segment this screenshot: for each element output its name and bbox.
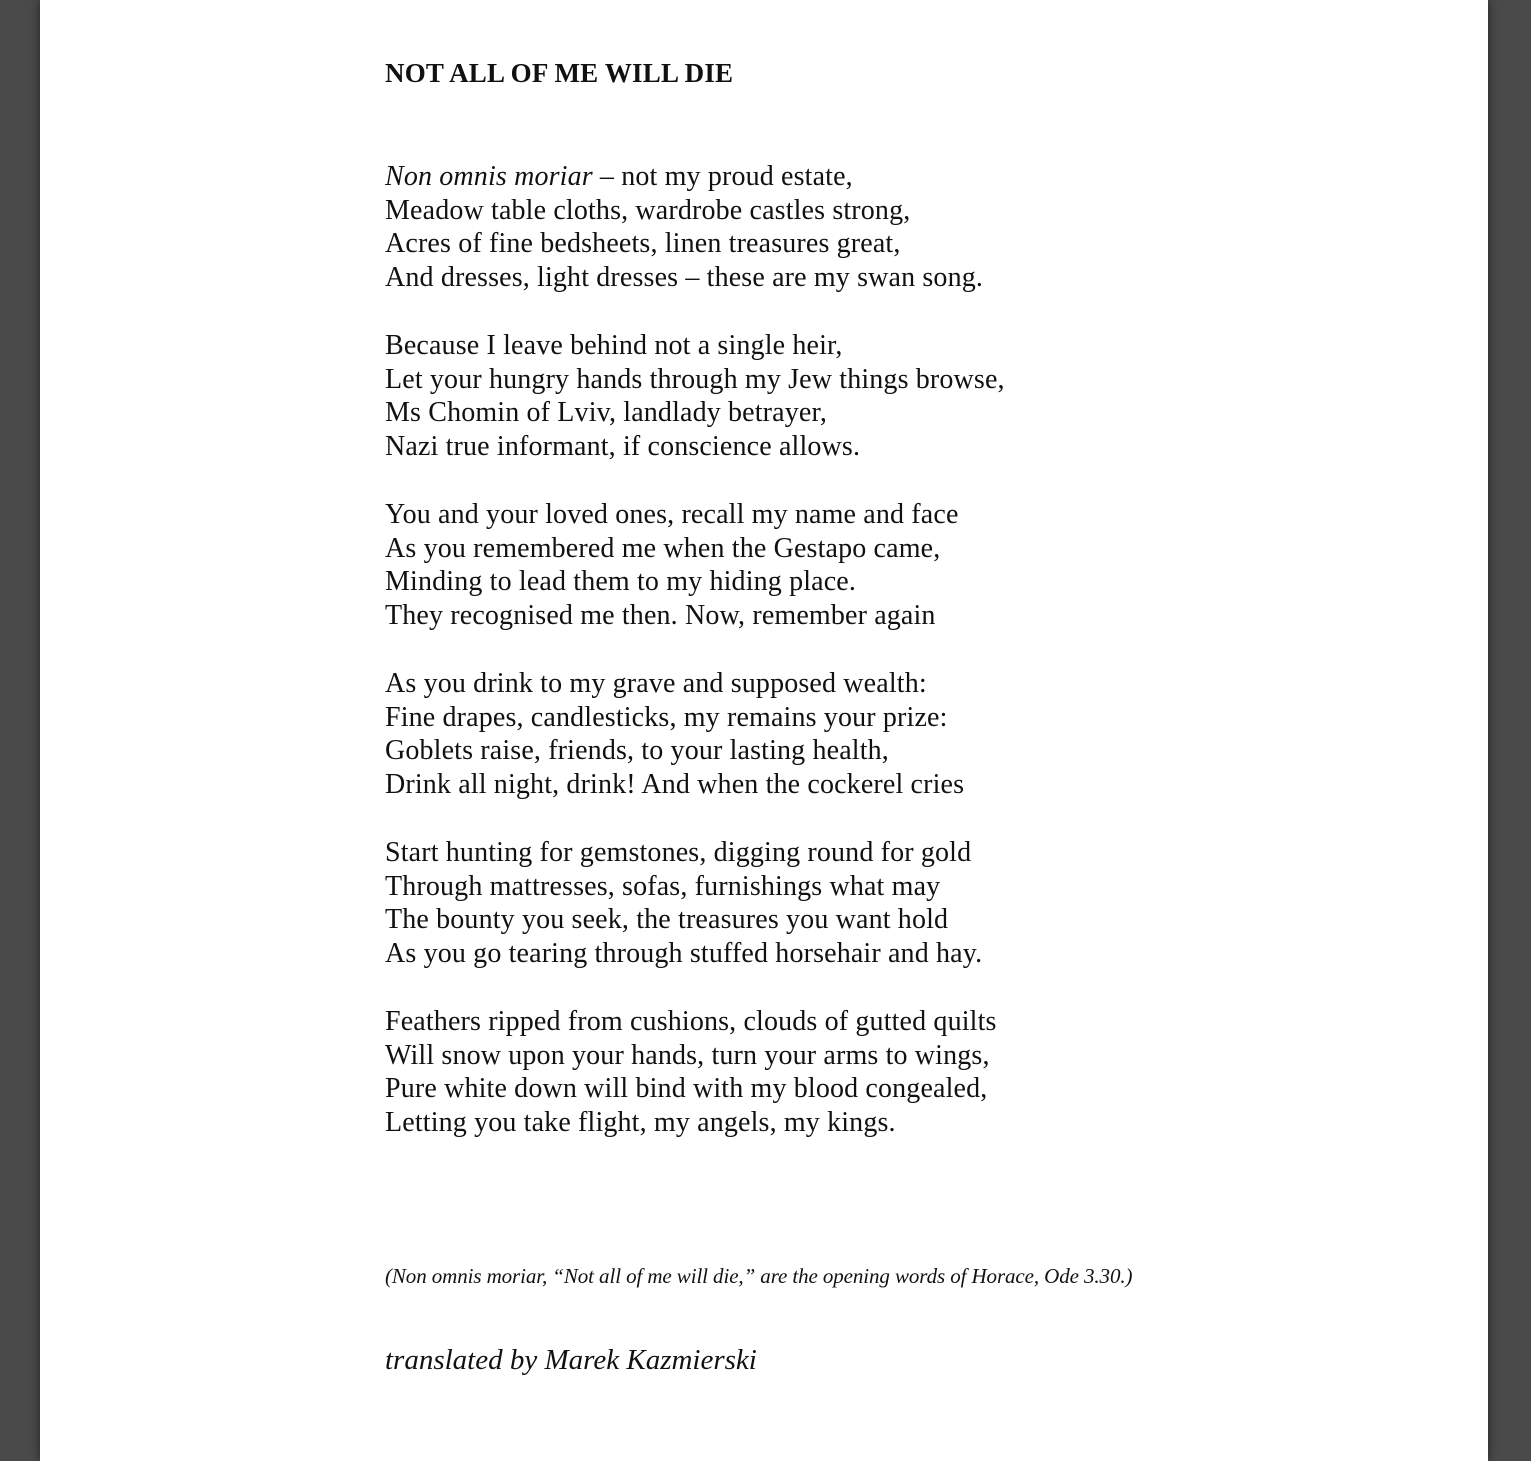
poem-line: Minding to lead them to my hiding place. (385, 566, 857, 598)
poem-line: Meadow table cloths, wardrobe castles strong, (385, 194, 911, 226)
poem-line: Fine drapes, candlesticks, my remains your prize: (385, 701, 948, 733)
poem-line: Acres of fine bedsheets, linen treasures great, (385, 228, 901, 260)
poem-line: The bounty you seek, the treasures you want hold (385, 904, 949, 936)
poem-line: Nazi true informant, if conscience allows. (385, 431, 861, 463)
latin-phrase: Non omnis moriar (385, 161, 593, 192)
poem-line: And dresses, light dresses – these are my swan song. (385, 262, 984, 294)
line-text: – not my proud estate, (592, 161, 853, 192)
document-page (40, 0, 1488, 1461)
poem-line: Feathers ripped from cushions, clouds of gutted quilts (385, 1006, 997, 1037)
poem-line: Goblets raise, friends, to your lasting health, (385, 735, 889, 767)
stanza-5 (385, 836, 982, 971)
poem-line: Because I leave behind not a single heir, (385, 330, 843, 361)
poem-line: Ms Chomin of Lviv, landlady betrayer, (385, 397, 827, 429)
poem-line (385, 160, 983, 194)
poem-line: You and your loved ones, recall my name and face (385, 499, 959, 530)
footnote: (Non omnis moriar, “Not all of me will die,” are the opening words of Horace, Ode 3.30.) (385, 1264, 1133, 1288)
poem-line: Pure white down will bind with my blood congealed, (385, 1073, 988, 1105)
stanza-6 (385, 1005, 997, 1140)
poem-line: Letting you take flight, my angels, my kings. (385, 1107, 896, 1139)
poem-line: Drink all night, drink! And when the cockerel cries (385, 769, 965, 801)
poem-line: As you remembered me when the Gestapo came, (385, 532, 941, 564)
poem-line: As you drink to my grave and supposed wealth: (385, 668, 927, 699)
poem-line: Start hunting for gemstones, digging round for gold (385, 837, 972, 868)
stanza-4 (385, 667, 964, 802)
stanza-2 (385, 329, 1005, 464)
poem-line: Will snow upon your hands, turn your arms to wings, (385, 1039, 990, 1071)
poem-title: NOT ALL OF ME WILL DIE (385, 58, 734, 88)
translator-credit: translated by Marek Kazmierski (385, 1344, 757, 1376)
poem-line: They recognised me then. Now, remember again (385, 600, 936, 632)
poem-line: As you go tearing through stuffed horsehair and hay. (385, 938, 983, 970)
stanza-3 (385, 498, 959, 633)
poem-line: Let your hungry hands through my Jew things browse, (385, 363, 1005, 395)
poem-line: Through mattresses, sofas, furnishings what may (385, 870, 941, 902)
stanza-1 (385, 160, 983, 295)
